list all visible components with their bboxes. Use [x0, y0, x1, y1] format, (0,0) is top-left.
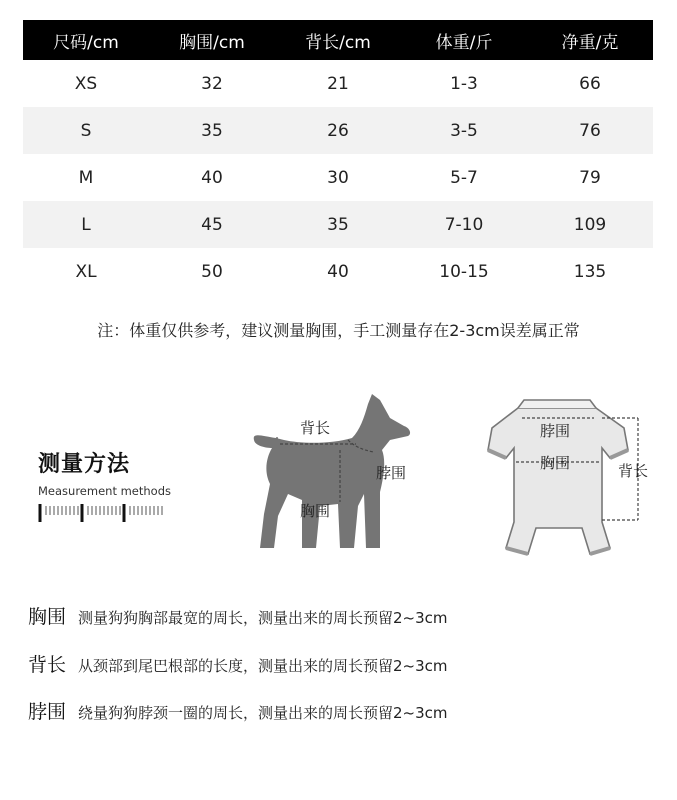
shirt-label-chest: 胸围: [540, 454, 571, 472]
description-term: 胸围: [28, 606, 67, 628]
table-header: [23, 20, 653, 60]
cell-net-weight: 79: [579, 167, 601, 188]
description-term: 背长: [28, 654, 67, 676]
header-size: 尺码/cm: [53, 32, 119, 53]
cell-net-weight: 135: [573, 261, 607, 282]
header-chest: 胸围/cm: [179, 32, 245, 53]
description-chest: [28, 602, 448, 629]
header-weight: 体重/斤: [435, 32, 493, 53]
measurement-method: [38, 447, 171, 524]
dog-label-neck: 脖围: [376, 464, 407, 482]
method-subtitle: Measurement methods: [38, 484, 172, 498]
cell-size: L: [81, 214, 91, 235]
description-neck: [28, 697, 448, 724]
cell-chest: 35: [201, 120, 223, 141]
table-row: [23, 248, 653, 295]
table-row: [23, 154, 653, 201]
cell-back: 40: [327, 261, 349, 282]
cell-net-weight: 66: [579, 73, 601, 94]
dog-shirt-icon: [478, 392, 658, 562]
cell-weight: 10-15: [439, 261, 489, 282]
measurement-note: 注：体重仅供参考，建议测量胸围，手工测量存在2-3cm误差属正常: [97, 321, 580, 340]
cell-chest: 40: [201, 167, 223, 188]
ruler-icon: [38, 502, 166, 524]
cell-size: XL: [75, 261, 97, 282]
header-back: 背长/cm: [305, 32, 371, 53]
dog-label-back: 背长: [300, 419, 331, 437]
description-back: [28, 650, 448, 677]
cell-net-weight: 109: [573, 214, 607, 235]
method-title: 测量方法: [38, 452, 131, 477]
table-row: [23, 201, 653, 248]
cell-size: S: [80, 120, 92, 141]
header-net-weight: 净重/克: [561, 32, 619, 53]
cell-size: XS: [74, 73, 98, 94]
cell-weight: 3-5: [450, 120, 478, 141]
dog-label-chest: 胸围: [300, 502, 331, 520]
dog-silhouette-icon: [240, 388, 420, 556]
table-row: [23, 107, 653, 154]
cell-back: 21: [327, 73, 349, 94]
cell-chest: 45: [201, 214, 223, 235]
cell-weight: 7-10: [444, 214, 484, 235]
cell-back: 30: [327, 167, 349, 188]
cell-size: M: [78, 167, 94, 188]
cell-back: 35: [327, 214, 349, 235]
description-text: 绕量狗狗脖颈一圈的周长，测量出来的周长预留2~3cm: [78, 704, 448, 722]
description-text: 从颈部到尾巴根部的长度，测量出来的周长预留2~3cm: [78, 657, 448, 675]
shirt-label-neck: 脖围: [540, 422, 571, 440]
cell-weight: 1-3: [450, 73, 478, 94]
table-row: [23, 60, 653, 107]
cell-chest: 50: [201, 261, 223, 282]
cell-chest: 32: [201, 73, 223, 94]
size-table: [23, 20, 653, 295]
description-term: 脖围: [28, 701, 67, 723]
cell-weight: 5-7: [450, 167, 478, 188]
cell-net-weight: 76: [579, 120, 601, 141]
cell-back: 26: [327, 120, 349, 141]
description-text: 测量狗狗胸部最宽的周长，测量出来的周长预留2~3cm: [78, 609, 448, 627]
shirt-label-back: 背长: [618, 462, 649, 480]
